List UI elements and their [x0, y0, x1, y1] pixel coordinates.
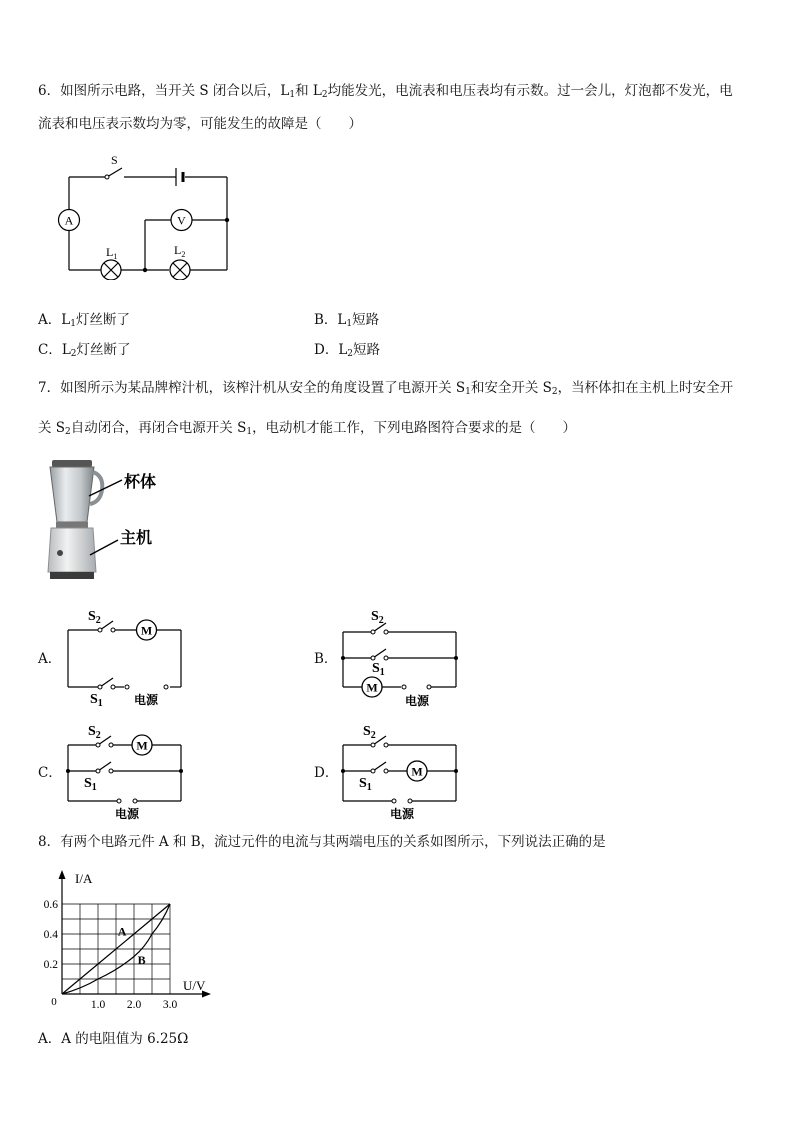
q7-stem-line2: 关 $S_2$自动闭合，再闭合电源开关 $S_1$，电动机才能工作，下列电路图符合要求的是（ ） — [38, 420, 577, 437]
junction-dot — [179, 769, 183, 773]
junction-dot — [341, 769, 345, 773]
lamp-l1-label: $L_1$ — [106, 245, 118, 261]
q7-circuit-d — [335, 718, 465, 824]
source-terminal-icon — [125, 685, 129, 689]
q8-option-a[interactable]: A．A 的电阻值为 6.25Ω — [38, 1031, 189, 1047]
x-tick-label: 3.0 — [162, 999, 178, 1011]
y-tick-label: 0.4 — [43, 929, 58, 941]
junction-dot — [225, 218, 229, 222]
q6-option-a[interactable]: A．$L_1$灯丝断了 — [38, 312, 130, 329]
q7-circuit-a — [60, 604, 190, 708]
svg-text:M: M — [136, 738, 148, 753]
motor-icon — [407, 761, 427, 781]
battery-icon — [176, 168, 183, 186]
switch-s2-label: $S_2$ — [88, 724, 101, 741]
q7-stem-line1: 7．如图所示为某品牌榨汁机，该榨汁机从安全的角度设置了电源开关 $S_1$和安全开关 $S_2$，当杯体扣在主机上时安全开 — [38, 380, 734, 397]
q6-option-d[interactable]: D．$L_2$短路 — [314, 342, 381, 359]
base-label: 主机 — [120, 530, 153, 547]
y-tick-label: 0.2 — [43, 959, 58, 971]
motor-icon — [137, 620, 157, 640]
switch-s1-label: $S_1$ — [84, 776, 97, 793]
y-tick-label: 0.6 — [43, 899, 58, 911]
svg-text:M: M — [140, 623, 153, 638]
q6-stem-line1: 6．如图所示电路，当开关 S 闭合以后，$L_1$和 $L_2$均能发光，电流表和电压表均有示数。过一会儿，灯泡都不发光，电 — [38, 83, 733, 100]
switch-s-icon — [105, 175, 109, 179]
switch-s2-label: $S_2$ — [363, 724, 376, 741]
q7-circuit-c — [60, 718, 190, 824]
q8-stem: 8．有两个电路元件 A 和 B，流过元件的电流与其两端电压的关系如图所示，下列说法正确的是 — [38, 834, 606, 850]
y-axis-label: I/A — [75, 871, 93, 886]
svg-text:M: M — [411, 764, 423, 779]
switch-s1-label: $S_1$ — [359, 776, 372, 793]
lamp-l2-label: $L_2$ — [174, 243, 186, 259]
ammeter-icon — [59, 210, 80, 231]
switch-s2-label: $S_2$ — [88, 609, 101, 626]
motor-icon — [362, 677, 382, 697]
lamp-l2-icon — [170, 260, 190, 280]
q7-option-c[interactable]: C． — [38, 765, 62, 781]
switch-s-label: S — [111, 153, 118, 167]
q7-circuit-b — [335, 604, 465, 712]
iu-graph — [36, 862, 216, 1012]
power-source-label: 电源 — [389, 807, 415, 821]
svg-text:A: A — [64, 213, 74, 228]
junction-dot — [66, 769, 70, 773]
q6-option-c[interactable]: C．$L_2$灯丝断了 — [38, 342, 131, 359]
q6-option-b[interactable]: B．$L_1$短路 — [314, 312, 380, 329]
q6-circuit-diagram — [50, 150, 240, 280]
q6-stem-line2: 流表和电压表示数均为零，可能发生的故障是（ ） — [38, 116, 362, 132]
q7-option-d[interactable]: D． — [314, 765, 339, 781]
q7-option-b[interactable]: B． — [314, 651, 338, 667]
lamp-l1-icon — [101, 260, 121, 280]
series-label-b: B — [137, 953, 146, 967]
power-source-label: 电源 — [133, 693, 159, 707]
x-tick-label: 2.0 — [126, 999, 142, 1011]
junction-dot — [454, 656, 458, 660]
x-axis-label: U/V — [183, 978, 206, 993]
voltmeter-icon — [171, 210, 192, 231]
source-terminal-icon — [117, 799, 137, 803]
source-terminal-icon — [392, 799, 412, 803]
power-source-label: 电源 — [404, 694, 430, 708]
switch-s1-label: $S_1$ — [90, 692, 103, 708]
y-axis-arrow-icon — [59, 870, 66, 879]
source-terminal-icon — [164, 685, 168, 689]
cup-label: 杯体 — [124, 474, 157, 491]
switch-s2-label: $S_2$ — [371, 609, 384, 626]
blender-illustration — [40, 458, 180, 584]
source-terminal-icon — [402, 685, 406, 689]
blender-base-icon — [48, 528, 96, 579]
junction-dot — [341, 656, 345, 660]
switch-s1-label: $S_1$ — [372, 661, 385, 678]
origin-label: 0 — [51, 996, 57, 1008]
junction-dot — [454, 769, 458, 773]
x-tick-label: 1.0 — [90, 999, 106, 1011]
series-label-a: A — [117, 924, 127, 939]
q7-option-a[interactable]: A． — [38, 651, 62, 667]
motor-icon — [132, 735, 152, 755]
power-source-label: 电源 — [114, 807, 140, 821]
svg-text:M: M — [366, 680, 378, 695]
source-terminal-icon — [427, 685, 431, 689]
junction-dot — [143, 268, 147, 272]
svg-text:V: V — [177, 213, 186, 228]
